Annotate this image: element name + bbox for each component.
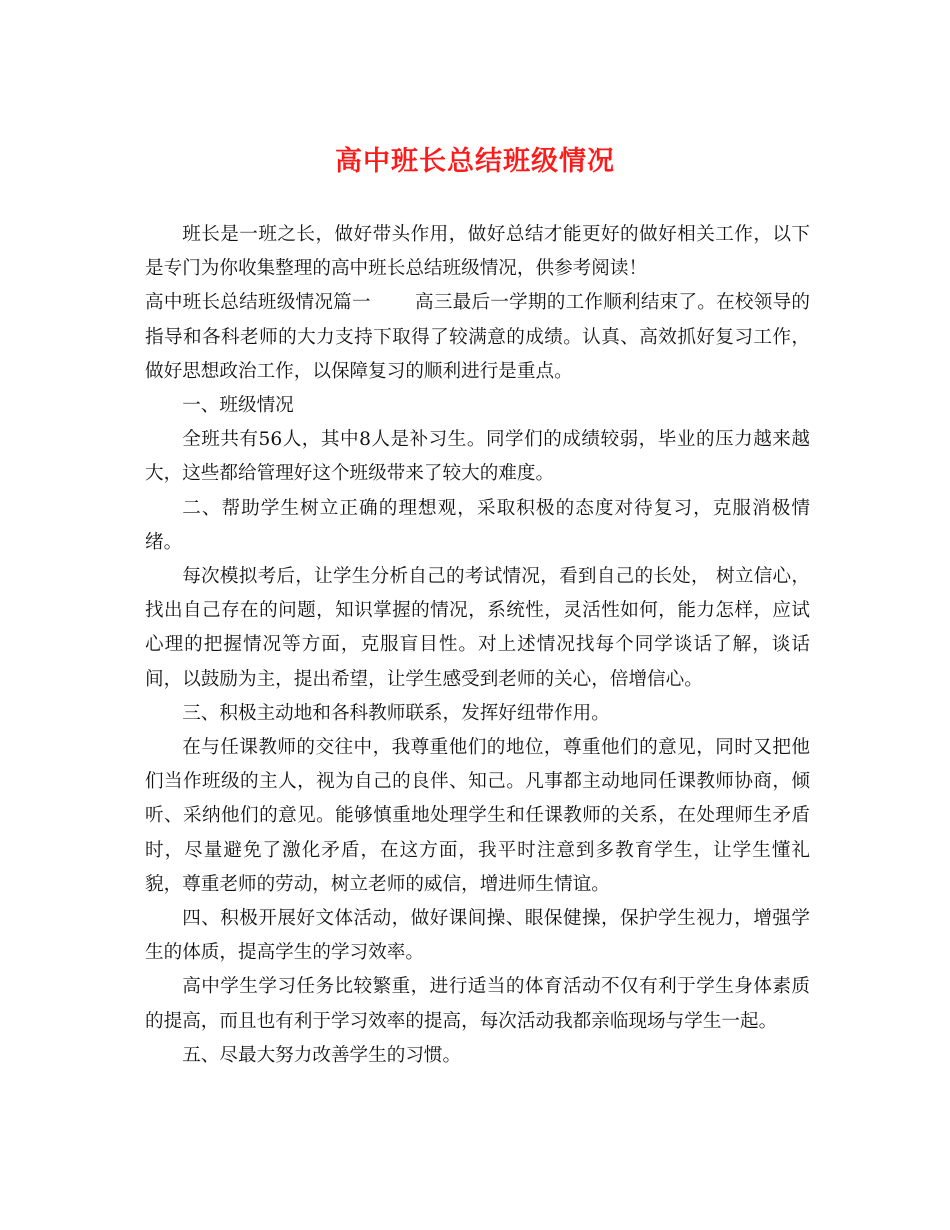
- article-lead-text: 高三最后一学期的工作顺利结束了。在校领导的指导和各科老师的大力支持下取得了较满意的成绩。认真、高效抓好复习工作，做好思想政治工作，以保障复习的顺利进行是重点。: [145, 292, 810, 382]
- document-body: [145, 218, 810, 1073]
- intro-paragraph: 班长是一班之长，做好带头作用，做好总结才能更好的做好相关工作，以下是专门为你收集整理的高中班长总结班级情况，供参考阅读！: [145, 224, 810, 280]
- class-status-paragraph: 全班共有56人，其中8人是补习生。同学们的成绩较弱，毕业的压力越来越大，这些都给管理好这个班级带来了较大的难度。: [145, 429, 810, 485]
- article-heading: 高中班长总结班级情况篇一: [145, 292, 371, 314]
- section-heading-ideals: 二、帮助学生树立正确的理想观，采取积极的态度对待复习，克服消极情绪。: [145, 497, 810, 553]
- ideals-paragraph: 每次模拟考后，让学生分析自己的考试情况，看到自己的长处， 树立信心，找出自己存在的问题，知识掌握的情况，系统性，灵活性如何，能力怎样，应试心理的把握情况等方面，克服盲目性。对上述情况找每个同学谈话了解，谈话间，以鼓励为主，提出希望，让学生感受到老师的关心，倍增信心。: [145, 566, 810, 690]
- activities-paragraph: 高中学生学习任务比较繁重，进行适当的体育活动不仅有利于学生身体素质的提高，而且也有利于学习效率的提高，每次活动我都亲临现场与学生一起。: [145, 976, 810, 1032]
- document-title: 高中班长总结班级情况: [335, 146, 615, 177]
- teachers-paragraph: 在与任课教师的交往中，我尊重他们的地位，尊重他们的意见，同时又把他们当作班级的主人，视为自己的良伴、知己。凡事都主动地同任课教师协商，倾听、采纳他们的意见。能够慎重地处理学生和任课教师的关系，在处理师生矛盾时，尽量避免了激化矛盾，在这方面，我平时注意到多教育学生，让学生懂礼貌，尊重老师的劳动，树立老师的威信，增进师生情谊。: [145, 737, 810, 895]
- section-heading-class-status: 一、班级情况: [182, 395, 294, 417]
- section-heading-paragraph: [145, 286, 810, 389]
- section-heading-activities: 四、积极开展好文体活动，做好课间操、眼保健操，保护学生视力，增强学生的体质，提高学生的学习效率。: [145, 908, 810, 964]
- section-heading-habits: 五、尽最大努力改善学生的习惯。: [182, 1044, 462, 1066]
- section-heading-teachers: 三、积极主动地和各科教师联系，发挥好纽带作用。: [182, 702, 610, 724]
